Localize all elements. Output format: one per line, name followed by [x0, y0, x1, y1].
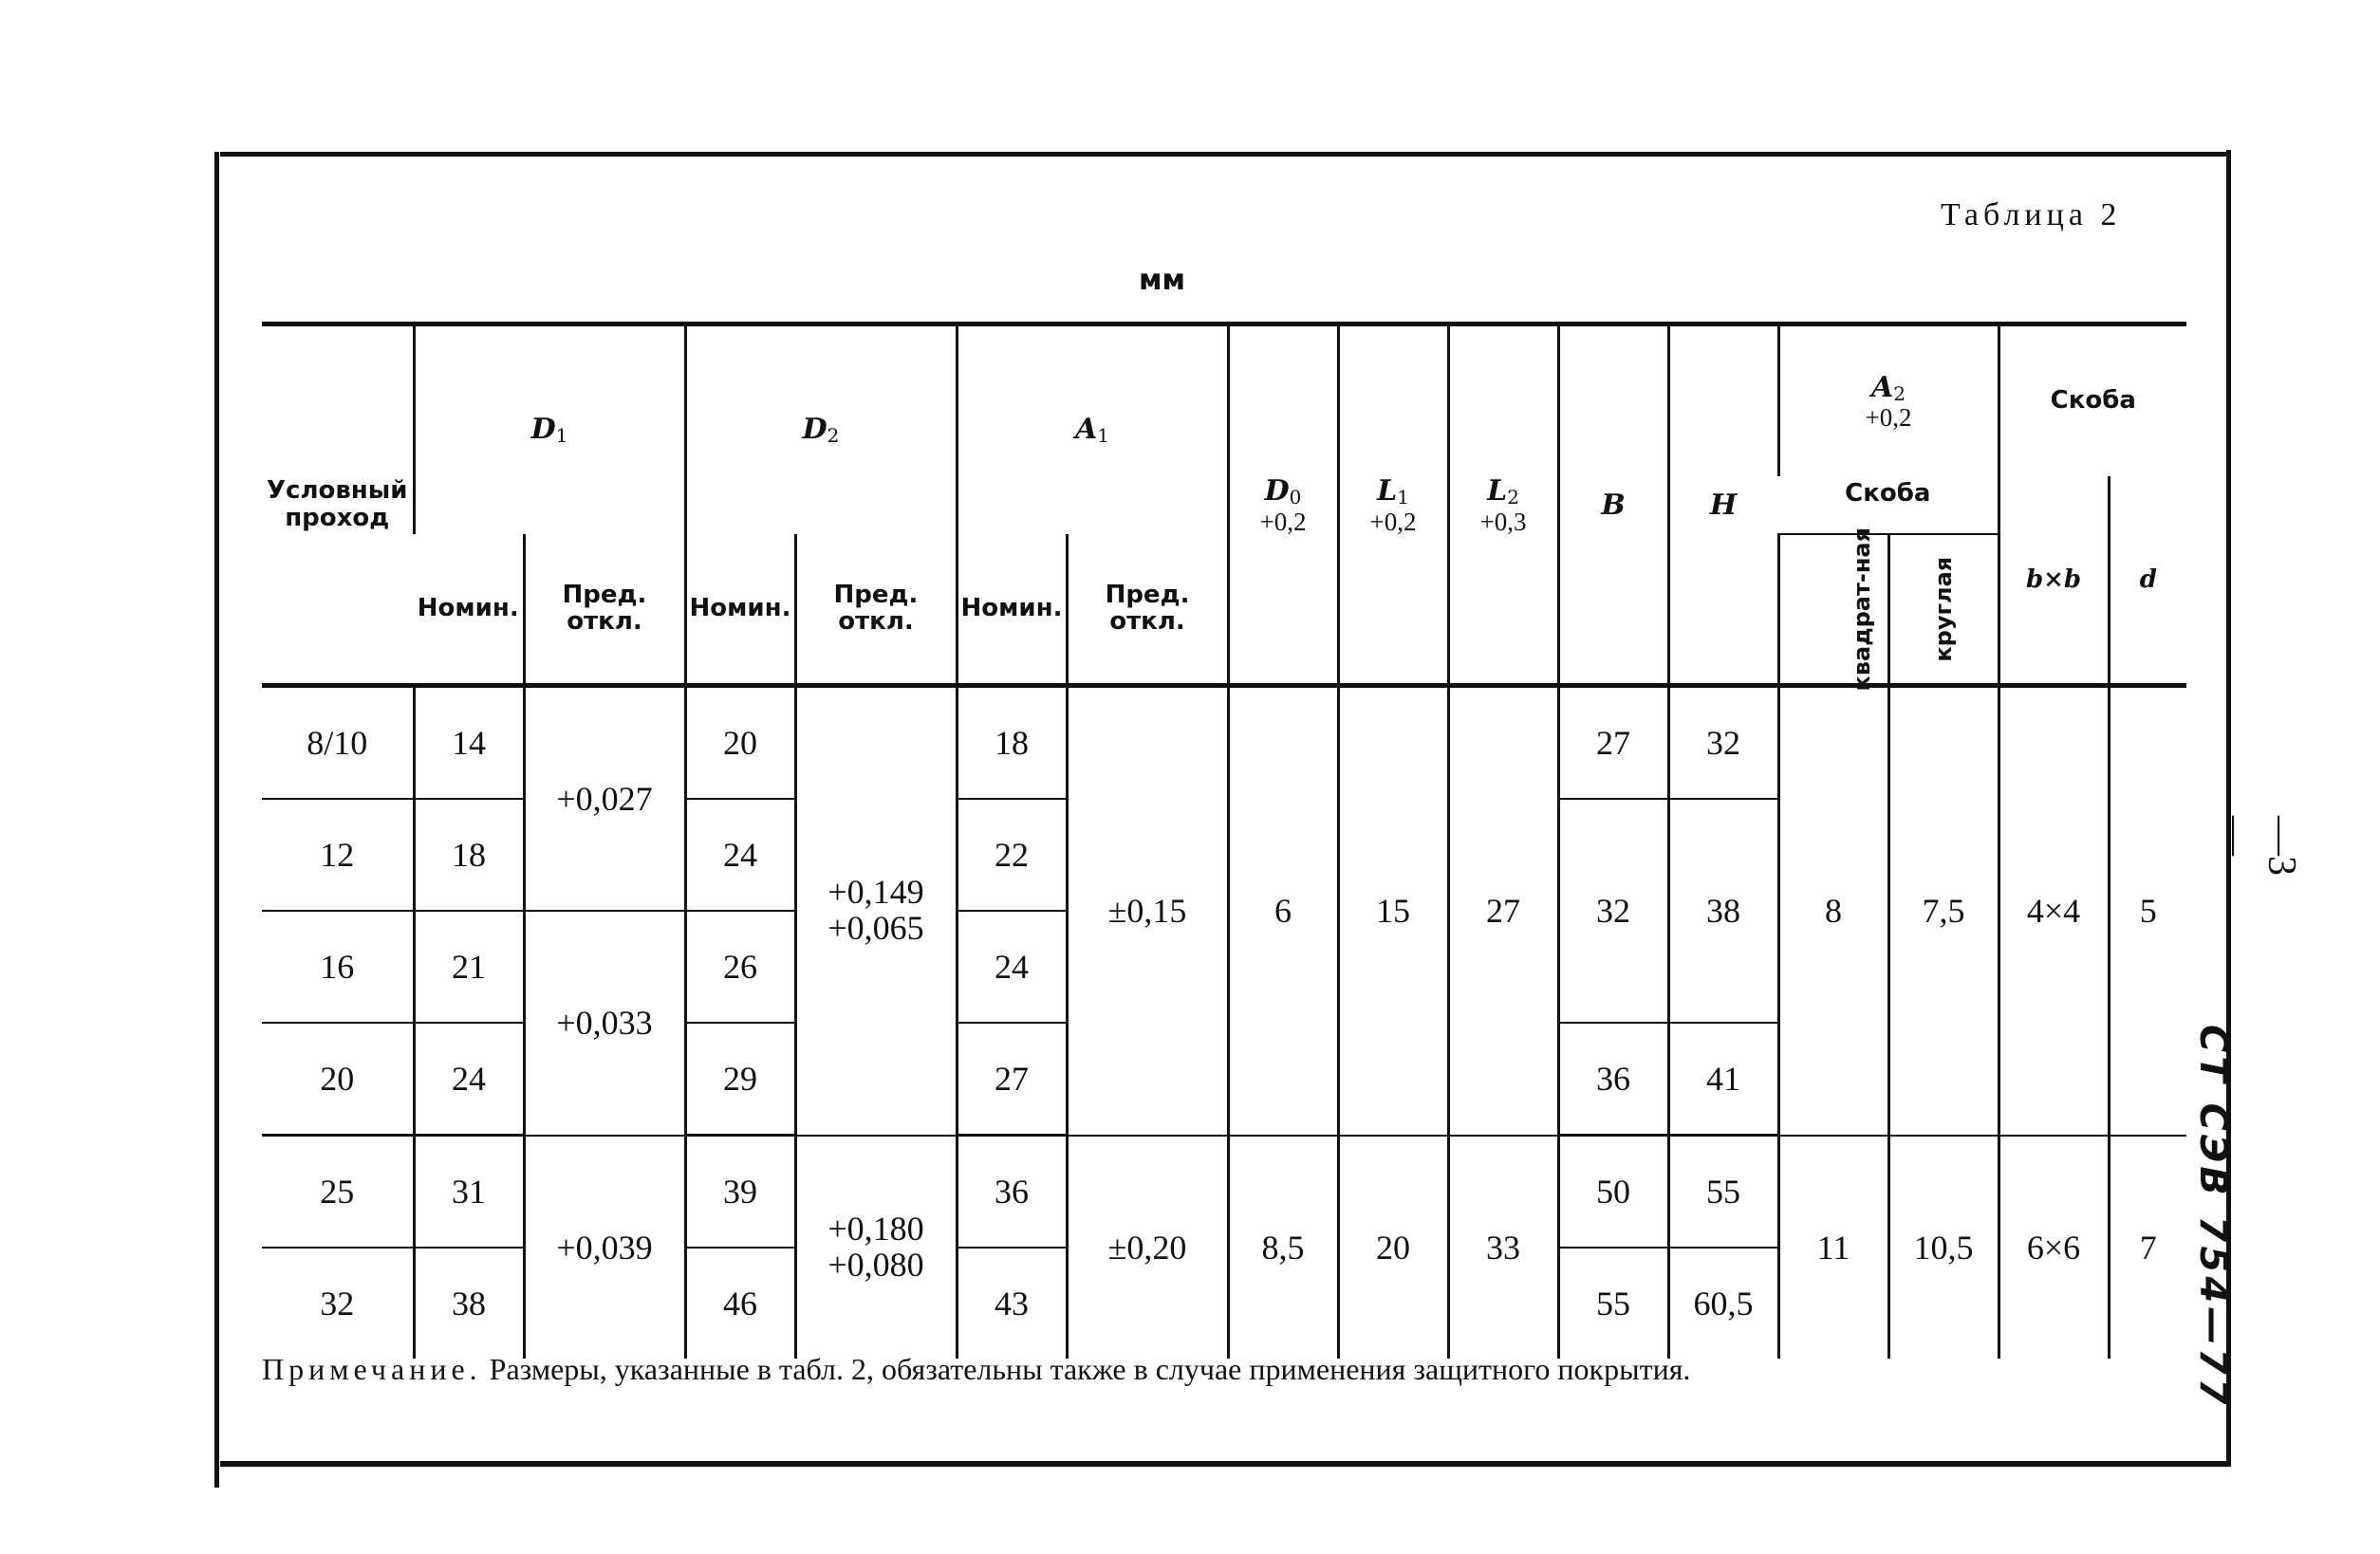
cell-d1: 24	[414, 1023, 524, 1136]
header-d2-nom: Номин.	[685, 534, 795, 686]
cell-round: 10,5	[1888, 1136, 1999, 1360]
header-b: B	[1558, 324, 1668, 686]
cell-b: 32	[1558, 799, 1668, 1023]
cell-d2: 20	[685, 686, 795, 800]
page-number: —3—	[2214, 816, 2303, 876]
cell-d0: 6	[1228, 686, 1338, 1136]
cell-d2-dev: +0,149 +0,065	[795, 686, 957, 1136]
header-d: d	[2109, 476, 2186, 686]
cell-bxb: 4×4	[1999, 686, 2109, 1136]
cell-b: 27	[1558, 686, 1668, 800]
cell-d: 5	[2109, 686, 2186, 1136]
cell-d1-dev: +0,027	[524, 686, 685, 912]
dimension-table	[262, 322, 2186, 1359]
header-d0: D0 +0,2	[1228, 324, 1338, 686]
cell-d0: 8,5	[1228, 1136, 1338, 1360]
header-a1: A1	[957, 324, 1228, 534]
cell-h: 38	[1668, 799, 1778, 1023]
cell-d1: 31	[414, 1136, 524, 1249]
header-square: квадрат-ная	[1778, 534, 1888, 686]
frame-top-rule	[220, 152, 2228, 157]
cell-b: 50	[1558, 1136, 1668, 1249]
cell-h: 32	[1668, 686, 1778, 800]
header-d2: D2	[685, 324, 957, 534]
header-h: H	[1668, 324, 1778, 686]
header-bxb: b×b	[1999, 476, 2109, 686]
cell-pass: 16	[262, 911, 414, 1023]
cell-a1: 24	[957, 911, 1067, 1023]
units-label: мм	[1139, 264, 1186, 297]
cell-pass: 25	[262, 1136, 414, 1249]
header-d2-dev: Пред. откл.	[795, 534, 957, 686]
cell-pass: 20	[262, 1023, 414, 1136]
header-a1-nom: Номин.	[957, 534, 1067, 686]
cell-a1: 22	[957, 799, 1067, 911]
table-note	[262, 1351, 2122, 1387]
cell-h: 55	[1668, 1136, 1778, 1249]
cell-d2: 39	[685, 1136, 795, 1249]
cell-d2: 46	[685, 1248, 795, 1359]
cell-l1: 15	[1338, 686, 1448, 1136]
cell-d2: 29	[685, 1023, 795, 1136]
cell-pass: 8/10	[262, 686, 414, 800]
cell-a1-dev: ±0,15	[1067, 686, 1228, 1136]
cell-a1: 36	[957, 1136, 1067, 1249]
cell-d: 7	[2109, 1136, 2186, 1360]
cell-d2: 24	[685, 799, 795, 911]
cell-b: 55	[1558, 1248, 1668, 1359]
cell-bxb: 6×6	[1999, 1136, 2109, 1360]
cell-l1: 20	[1338, 1136, 1448, 1360]
cell-a1: 43	[957, 1248, 1067, 1359]
header-conditional-pass: Условный проход	[262, 324, 414, 686]
table-row	[262, 686, 2186, 800]
header-d1: D1	[414, 324, 685, 534]
cell-d2-dev: +0,180 +0,080	[795, 1136, 957, 1360]
header-a2: A2 +0,2	[1778, 324, 1999, 476]
cell-l2: 27	[1448, 686, 1558, 1136]
cell-l2: 33	[1448, 1136, 1558, 1360]
cell-d1-dev: +0,039	[524, 1136, 685, 1360]
cell-round: 7,5	[1888, 686, 1999, 1136]
note-heading: Примечание.	[262, 1352, 482, 1386]
header-l2: L2 +0,3	[1448, 324, 1558, 686]
cell-h: 60,5	[1668, 1248, 1778, 1359]
header-bracket: Скоба	[1999, 324, 2186, 476]
cell-b: 36	[1558, 1023, 1668, 1136]
header-bracket-a2: Скоба	[1778, 476, 1999, 534]
header-l1: L1 +0,2	[1338, 324, 1448, 686]
frame-bottom-rule	[220, 1461, 2228, 1467]
header-a1-dev: Пред. откл.	[1067, 534, 1228, 686]
cell-a1: 27	[957, 1023, 1067, 1136]
cell-d2: 26	[685, 911, 795, 1023]
cell-d1: 18	[414, 799, 524, 911]
header-round: круглая	[1888, 534, 1999, 686]
cell-d1: 14	[414, 686, 524, 800]
table-row	[262, 1136, 2186, 1249]
cell-d1-dev: +0,033	[524, 911, 685, 1136]
cell-square: 8	[1778, 686, 1888, 1136]
cell-h: 41	[1668, 1023, 1778, 1136]
header-d1-nom: Номин.	[414, 534, 524, 686]
cell-pass: 32	[320, 1285, 355, 1323]
frame-left-rule	[214, 152, 219, 1488]
standard-designation: СТ СЭВ 754—77	[2191, 1025, 2235, 1409]
note-text: Размеры, указанные в табл. 2, обязательны также в случае применения защитного покрытия.	[481, 1352, 1691, 1386]
cell-square: 11	[1778, 1136, 1888, 1360]
cell-d1: 38	[414, 1248, 524, 1359]
table-caption: Таблица 2	[1941, 197, 2122, 232]
header-d1-dev: Пред. откл.	[524, 534, 685, 686]
cell-pass: 12	[262, 799, 414, 911]
cell-a1: 18	[957, 686, 1067, 800]
cell-d1: 21	[414, 911, 524, 1023]
cell-a1-dev: ±0,20	[1067, 1136, 1228, 1360]
